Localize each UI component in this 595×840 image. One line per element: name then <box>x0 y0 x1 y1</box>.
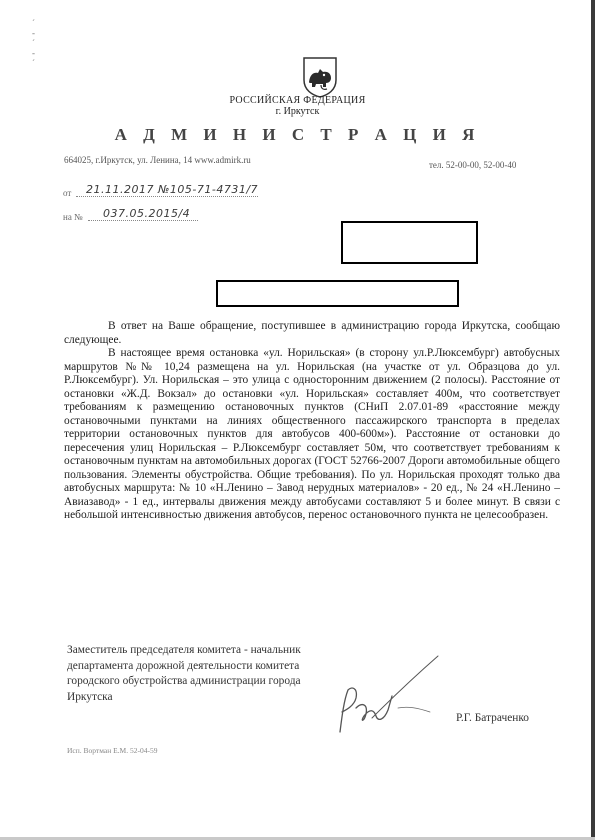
reference-label: на № <box>63 212 83 222</box>
scan-margin-marks: ˊ - ˊ - ˊ <box>32 18 35 68</box>
address-line: 664025, г.Иркутск, ул. Ленина, 14 www.admirk.ru <box>64 155 251 165</box>
reference-dotted-line <box>88 220 198 221</box>
from-dotted-line <box>76 196 258 197</box>
signatory-name: Р.Г. Батраченко <box>456 712 529 724</box>
signatory-position: Заместитель председателя комитета - начальник департамента дорожной деятельности комитета городского обустройства администрации города Иркутска <box>67 644 301 703</box>
handwritten-signature <box>318 650 458 740</box>
letter-body <box>64 320 560 523</box>
city-heading: г. Иркутск <box>275 106 320 117</box>
from-label: от <box>63 188 72 198</box>
irkutsk-coat-of-arms-icon <box>300 56 340 98</box>
outgoing-number-handwritten: 21.11.2017 №105-71-4731/7 <box>86 183 259 196</box>
executor-note: Исп. Вортман Е.М. 52-04-59 <box>67 746 158 755</box>
body-paragraph: В настоящее время остановка «ул. Норильская» (в сторону ул.Р.Люксембург) автобусных маршрутов №№ 10,24 размещена на ул. Норильская (на участке от ул. Образцова до ул. Р.Люксембург). Ул. Норильская – это улица с односторонним движением (2 полосы). Расстояние от остановки «Ж.Д. Вокзал» до остановки «ул. Норильская» составляет 400м, что соответствует требованиям к размещению остановочных пунктов (СНиП 2.07.01-89 «расстояние между остановочными пунктами на линиях общественного пассажирского транспорта в пределах территории остановочных пунктов для автобусов 400-600м»). Расстояние от остановки до пересечения улиц Норильская – Р.Люксембург составляет 50м, что соответствует требованиям к остановочным пунктам на автомобильных дорогах (ГОСТ 52766-2007 Дороги автомобильные общего пользования. Элементы обустройства. Общие требования). По ул. Норильская проходят только два автобусных маршрута: № 10 «Н.Ленино – Завод нерудных материалов» - 20 ед., № 24 «Н.Ленино – Авиазавод» - 1 ед., интервалы движения между автобусами составляют 5 и более минут. В связи с небольшой интенсивностью движения автобусов, перенос остановочного пункта не целесообразен. <box>64 347 560 521</box>
body-paragraph: В ответ на Ваше обращение, поступившее в администрацию города Иркутска, сообщаю следующее. <box>64 320 560 346</box>
redacted-address-box <box>216 280 459 307</box>
redacted-addressee-box <box>341 221 478 264</box>
phone-line: тел. 52-00-00, 52-00-40 <box>429 160 517 170</box>
federation-heading: РОССИЙСКАЯ ФЕДЕРАЦИЯ <box>229 95 366 106</box>
administration-title: А Д М И Н И С Т Р А Ц И Я <box>114 125 481 144</box>
reference-number-handwritten: 037.05.2015/4 <box>103 207 191 220</box>
